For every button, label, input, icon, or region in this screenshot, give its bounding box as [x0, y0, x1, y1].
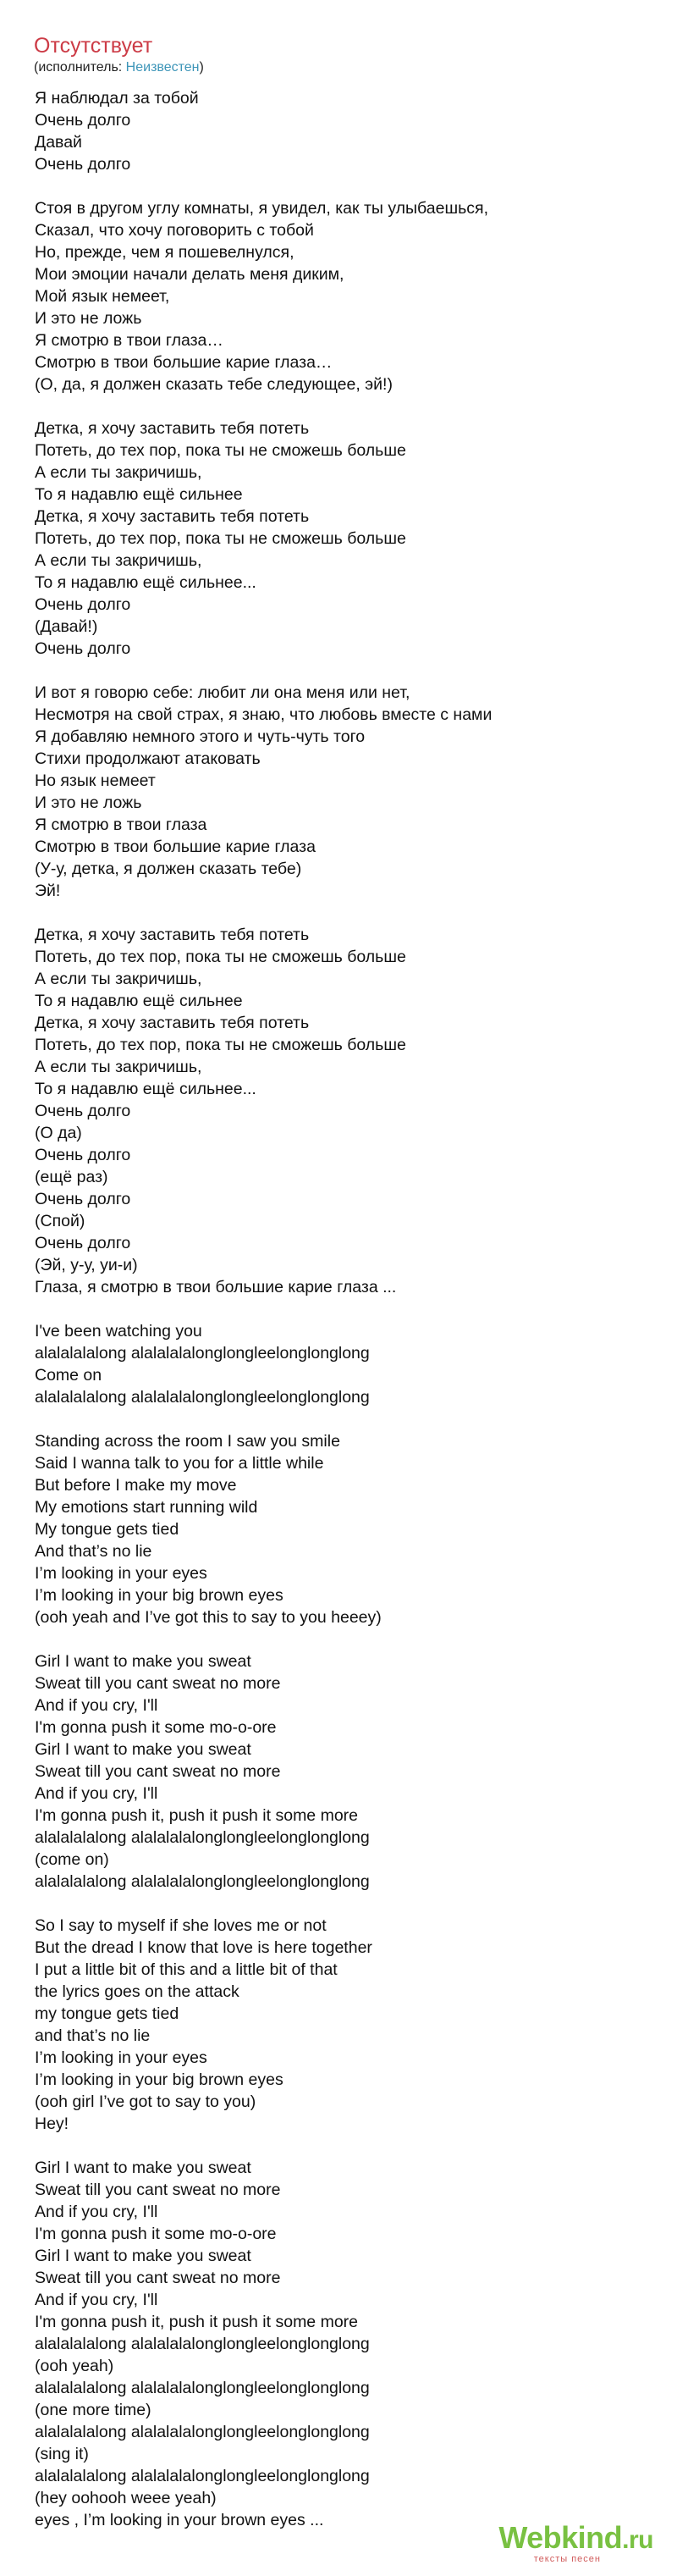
stanza-break	[35, 2135, 661, 2157]
page-header	[34, 32, 204, 76]
lyric-line: my tongue gets tied	[35, 2004, 179, 2023]
lyric-line: And if you cry, I'll	[35, 2203, 158, 2221]
site-watermark	[498, 2521, 653, 2564]
lyric-line: My emotions start running wild	[35, 1498, 258, 1517]
lyric-line: But the dread I know that love is here together	[35, 1938, 372, 1957]
lyric-line: (ooh yeah and I’ve got this to say to you heeey)	[35, 1608, 382, 1627]
lyric-line: alalalalalong alalalalalonglongleelonglonglong	[35, 2467, 370, 2485]
lyric-line: and that’s no lie	[35, 2026, 151, 2045]
lyric-line: (ещё раз)	[35, 1168, 108, 1186]
lyric-line: То я надавлю ещё сильнее...	[35, 573, 256, 592]
lyric-line: My tongue gets tied	[35, 1520, 179, 1539]
lyric-line: I’m looking in your big brown eyes	[35, 1586, 283, 1605]
watermark-logo	[498, 2521, 653, 2557]
lyric-line: Очень долго	[35, 1102, 131, 1120]
lyric-line: I’m looking in your big brown eyes	[35, 2070, 283, 2089]
lyric-line: (ooh girl I’ve got to say to you)	[35, 2092, 256, 2111]
lyric-line: (У-у, детка, я должен сказать тебе)	[35, 860, 302, 878]
stanza-break	[35, 1298, 661, 1320]
lyric-line: And that’s no lie	[35, 1542, 152, 1561]
lyric-line: (О, да, я должен сказать тебе следующее, эй!)	[35, 375, 393, 394]
lyric-line: Но язык немеет	[35, 771, 156, 790]
lyric-line: То я надавлю ещё сильнее	[35, 992, 243, 1010]
lyric-line: Hey!	[35, 2114, 69, 2133]
lyric-line: А если ты закричишь,	[35, 970, 202, 988]
lyric-line: And if you cry, I'll	[35, 1696, 158, 1715]
lyric-line: Но, прежде, чем я пошевелнулся,	[35, 243, 294, 262]
lyric-line: I put a little bit of this and a little bit of that	[35, 1960, 338, 1979]
lyric-line: Come on	[35, 1366, 102, 1385]
lyric-line: And if you cry, I'll	[35, 2291, 158, 2309]
lyric-line: Sweat till you cant sweat no more	[35, 2269, 281, 2287]
lyric-line: alalalalalong alalalalalonglongleelonglonglong	[35, 1872, 370, 1891]
lyric-line: А если ты закричишь,	[35, 1058, 202, 1076]
lyric-line: Я добавляю немного этого и чуть-чуть того	[35, 727, 366, 746]
lyric-line: Мой язык немеет,	[35, 287, 170, 306]
stanza-break	[35, 660, 661, 682]
lyric-line: But before I make my move	[35, 1476, 237, 1495]
lyric-line: А если ты закричишь,	[35, 551, 202, 570]
song-subtitle	[34, 59, 204, 76]
lyric-line: (О да)	[35, 1124, 82, 1142]
lyric-line: Girl I want to make you sweat	[35, 1740, 251, 1759]
lyric-line: And if you cry, I'll	[35, 1784, 158, 1803]
watermark-tld: .ru	[622, 2526, 653, 2554]
lyric-line: (sing it)	[35, 2445, 89, 2463]
lyric-line: alalalalalong alalalalalonglongleelonglonglong	[35, 2423, 370, 2441]
lyric-line: Я смотрю в твои глаза	[35, 815, 207, 834]
lyric-line: (ooh yeah)	[35, 2357, 114, 2375]
lyric-line: I'm gonna push it, push it push it some more	[35, 1806, 359, 1825]
lyric-line: Несмотря на свой страх, я знаю, что любовь вместе с нами	[35, 705, 493, 724]
stanza-break	[35, 1408, 661, 1430]
lyric-line: alalalalalong alalalalalonglongleelonglonglong	[35, 1388, 370, 1407]
lyric-line: Эй!	[35, 882, 61, 900]
lyric-line: Я смотрю в твои глаза…	[35, 331, 223, 350]
lyric-line: Потеть, до тех пор, пока ты не сможешь больше	[35, 441, 406, 460]
lyric-line: Потеть, до тех пор, пока ты не сможешь больше	[35, 529, 406, 548]
lyric-line: Детка, я хочу заставить тебя потеть	[35, 419, 310, 438]
lyric-line: (Давай!)	[35, 617, 98, 636]
watermark-brand: Webkind	[498, 2520, 623, 2555]
lyric-line: Потеть, до тех пор, пока ты не сможешь больше	[35, 1036, 406, 1054]
lyric-line: Said I wanna talk to you for a little while	[35, 1454, 324, 1473]
lyric-line: Глаза, я смотрю в твои большие карие глаза ...	[35, 1278, 397, 1296]
song-title: Отсутствует	[34, 34, 153, 58]
lyric-line: (come on)	[35, 1850, 109, 1869]
subtitle-suffix: )	[199, 60, 204, 75]
lyric-line: Очень долго	[35, 1234, 131, 1252]
lyric-line: Давай	[35, 133, 82, 152]
lyric-line: Очень долго	[35, 1146, 131, 1164]
lyric-line: То я надавлю ещё сильнее	[35, 485, 243, 504]
lyric-line: the lyrics goes on the attack	[35, 1982, 239, 2001]
lyric-line: И вот я говорю себе: любит ли она меня или нет,	[35, 683, 410, 702]
watermark-tagline: тексты песен	[533, 2554, 601, 2564]
lyric-line: alalalalalong alalalalalonglongleelonglonglong	[35, 2335, 370, 2353]
lyric-line: I'm gonna push it some mo-o-ore	[35, 2225, 277, 2243]
lyric-line: I've been watching you	[35, 1322, 202, 1341]
lyric-line: Стихи продолжают атаковать	[35, 749, 261, 768]
lyric-line: А если ты закричишь,	[35, 463, 202, 482]
lyric-line: Смотрю в твои большие карие глаза	[35, 837, 316, 856]
lyric-line: Очень долго	[35, 155, 131, 174]
subtitle-prefix: (исполнитель:	[34, 60, 126, 75]
lyric-line: I'm gonna push it some mo-o-ore	[35, 1718, 277, 1737]
artist-link[interactable]: Неизвестен	[125, 60, 200, 75]
lyric-line: Детка, я хочу заставить тебя потеть	[35, 507, 310, 526]
lyric-line: Очень долго	[35, 111, 131, 130]
lyric-line: То я надавлю ещё сильнее...	[35, 1080, 256, 1098]
lyric-line: I'm gonna push it, push it push it some more	[35, 2313, 359, 2331]
lyrics-text	[35, 87, 661, 2531]
stanza-break	[35, 902, 661, 924]
lyric-line: Детка, я хочу заставить тебя потеть	[35, 926, 310, 944]
stanza-break	[35, 175, 661, 197]
lyric-line: Очень долго	[35, 639, 131, 658]
lyric-line: (Спой)	[35, 1212, 85, 1230]
lyric-line: Standing across the room I saw you smile	[35, 1432, 340, 1451]
lyric-line: Очень долго	[35, 1190, 131, 1208]
stanza-break	[35, 395, 661, 417]
lyric-line: (hey oohooh weee yeah)	[35, 2489, 217, 2507]
lyric-line: Потеть, до тех пор, пока ты не сможешь больше	[35, 948, 406, 966]
lyric-line: Sweat till you cant sweat no more	[35, 2181, 281, 2199]
lyric-line: So I say to myself if she loves me or not	[35, 1916, 327, 1935]
lyric-line: Sweat till you cant sweat no more	[35, 1674, 281, 1693]
stanza-break	[35, 1628, 661, 1650]
stanza-break	[35, 1893, 661, 1915]
lyric-line: (one more time)	[35, 2401, 151, 2419]
lyric-line: Girl I want to make you sweat	[35, 2159, 251, 2177]
lyric-line: Очень долго	[35, 595, 131, 614]
lyric-line: Girl I want to make you sweat	[35, 1652, 251, 1671]
lyric-line: Sweat till you cant sweat no more	[35, 1762, 281, 1781]
lyric-line: Детка, я хочу заставить тебя потеть	[35, 1014, 310, 1032]
lyric-line: И это не ложь	[35, 793, 142, 812]
lyric-line: Сказал, что хочу поговорить с тобой	[35, 221, 314, 240]
lyric-line: I’m looking in your eyes	[35, 1564, 207, 1583]
lyric-line: Я наблюдал за тобой	[35, 89, 199, 108]
lyric-line: alalalalalong alalalalalonglongleelonglonglong	[35, 1344, 370, 1363]
lyric-line: (Эй, у-у, уи-и)	[35, 1256, 138, 1274]
lyric-line: I’m looking in your eyes	[35, 2048, 207, 2067]
lyric-line: Стоя в другом углу комнаты, я увидел, как ты улыбаешься,	[35, 199, 488, 218]
lyric-line: Мои эмоции начали делать меня диким,	[35, 265, 344, 284]
lyric-line: alalalalalong alalalalalonglongleelonglonglong	[35, 1828, 370, 1847]
lyric-line: И это не ложь	[35, 309, 142, 328]
lyric-line: Girl I want to make you sweat	[35, 2247, 251, 2265]
lyric-line: Смотрю в твои большие карие глаза…	[35, 353, 333, 372]
lyric-line: alalalalalong alalalalalonglongleelonglonglong	[35, 2379, 370, 2397]
lyric-line: eyes , I’m looking in your brown eyes ...	[35, 2511, 324, 2529]
